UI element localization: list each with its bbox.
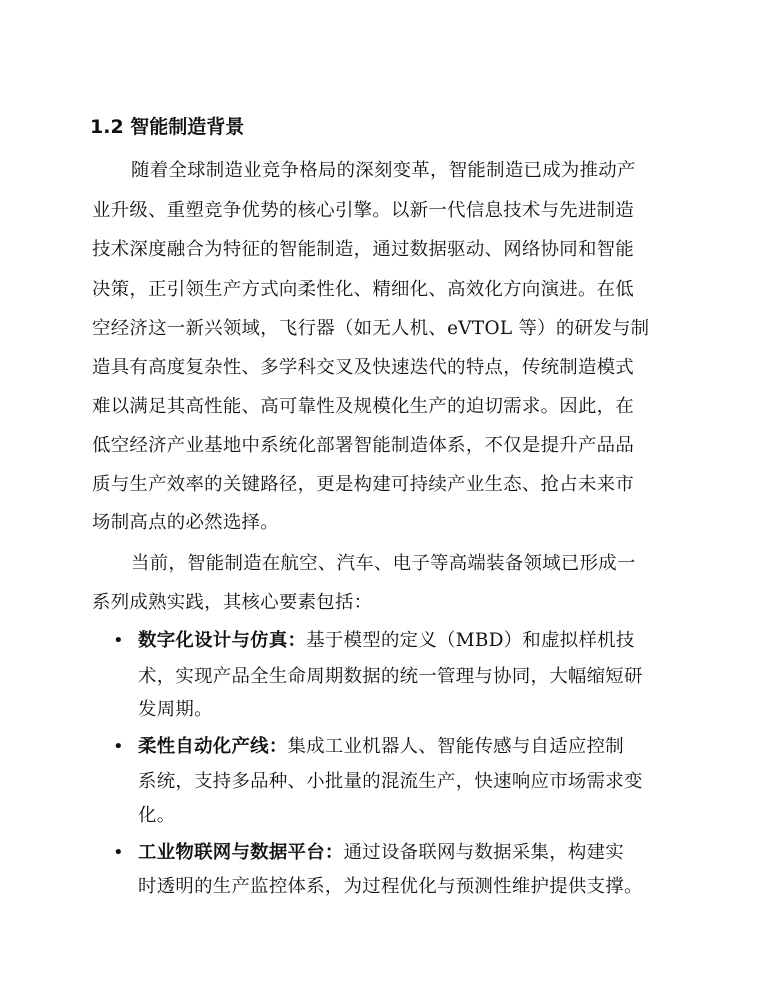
list-item-term: 数字化设计与仿真：: [138, 630, 307, 651]
bullet-icon: •: [113, 736, 124, 757]
list-item-text: 基于模型的定义（MBD）和虚拟样机技: [306, 630, 635, 651]
paragraph-line: 决策，正引领生产方式向柔性化、精细化、高效化方向演进。在低: [92, 279, 635, 300]
paragraph-line: 系列成熟实践，其核心要素包括：: [92, 592, 373, 613]
paragraph-line: 随着全球制造业竞争格局的深刻变革，智能制造已成为推动产: [131, 160, 636, 181]
paragraph-line: 场制高点的必然选择。: [92, 512, 279, 533]
paragraph-line: 难以满足其高性能、高可靠性及规模化生产的迫切需求。因此，在: [92, 396, 635, 417]
paragraph-line: 质与生产效率的关键路径，更是构建可持续产业生态、抢占未来市: [92, 474, 635, 495]
list-item-line: 系统，支持多品种、小批量的混流生产，快速响应市场需求变: [138, 771, 643, 792]
paragraph-line: 空经济这一新兴领域，飞行器（如无人机、eVTOL 等）的研发与制: [92, 318, 650, 339]
paragraph-line: 造具有高度复杂性、多学科交叉及快速迭代的特点，传统制造模式: [92, 357, 635, 378]
list-item-text: 集成工业机器人、智能传感与自适应控制: [287, 736, 624, 757]
list-item-term: 柔性自动化产线：: [138, 736, 288, 757]
paragraph-line: 当前，智能制造在航空、汽车、电子等高端装备领域已形成一: [131, 553, 636, 574]
list-item-line: 时透明的生产监控体系，为过程优化与预测性维护提供支撑。: [138, 876, 643, 897]
list-item-line: 术，实现产品全生命周期数据的统一管理与协同，大幅缩短研: [138, 666, 643, 687]
list-item-line: [138, 733, 676, 761]
bullet-icon: •: [113, 630, 124, 651]
list-item-line: [138, 839, 676, 867]
list-item-line: 化。: [138, 805, 176, 826]
section-heading: 1.2 智能制造背景: [90, 116, 245, 138]
bullet-icon: •: [113, 842, 124, 863]
list-item-term: 工业物联网与数据平台：: [138, 842, 344, 863]
paragraph-line: 业升级、重塑竞争优势的核心引擎。以新一代信息技术与先进制造: [92, 200, 635, 221]
paragraph-line: 技术深度融合为特征的智能制造，通过数据驱动、网络协同和智能: [92, 239, 635, 260]
list-item-line: 发周期。: [138, 699, 213, 720]
paragraph-line: 低空经济产业基地中系统化部署智能制造体系，不仅是提升产品品: [92, 435, 635, 456]
list-item-text: 通过设备联网与数据采集，构建实: [343, 842, 624, 863]
list-item-line: [138, 627, 676, 655]
